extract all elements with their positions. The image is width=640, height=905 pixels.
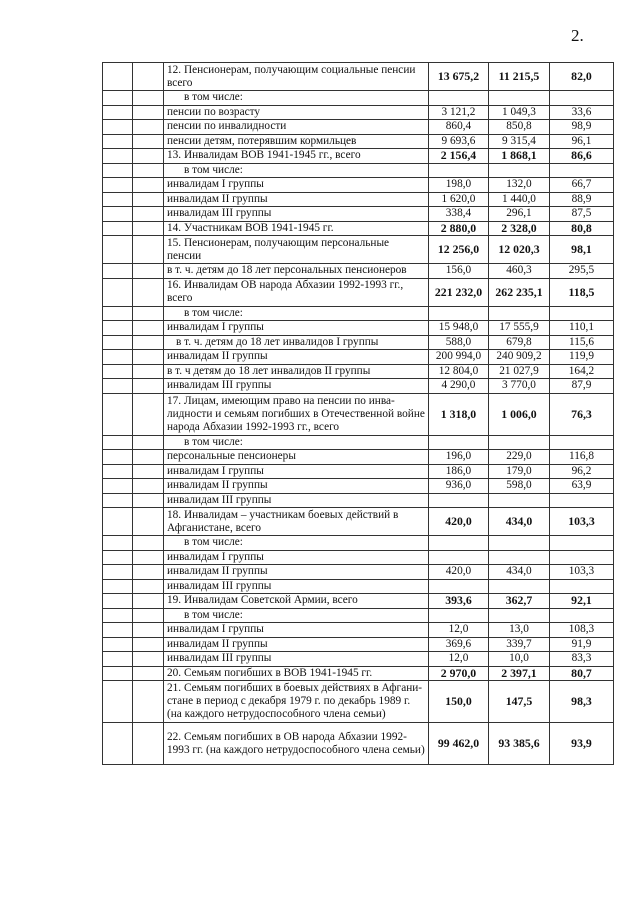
- table-row: [103, 666, 614, 681]
- row-label: инвалидам II группы: [164, 479, 429, 494]
- value-actual: [489, 493, 550, 508]
- value-actual: 13,0: [489, 623, 550, 638]
- table-row: [103, 63, 614, 91]
- value-percent: [550, 435, 614, 450]
- value-percent: 88,9: [550, 192, 614, 207]
- empty-cell: [133, 264, 164, 279]
- empty-cell: [133, 321, 164, 336]
- value-plan: [429, 435, 489, 450]
- value-actual: [489, 435, 550, 450]
- value-actual: 10,0: [489, 652, 550, 667]
- empty-cell: [103, 623, 133, 638]
- empty-cell: [103, 120, 133, 135]
- empty-cell: [133, 134, 164, 149]
- table-row: [103, 105, 614, 120]
- row-label: 20. Семьям погибших в ВОВ 1941-1945 гг.: [164, 666, 429, 681]
- value-percent: 108,3: [550, 623, 614, 638]
- value-plan: 12,0: [429, 623, 489, 638]
- value-actual: 2 328,0: [489, 221, 550, 236]
- row-label: 13. Инвалидам ВОВ 1941-1945 гг., всего: [164, 149, 429, 164]
- value-plan: 9 693,6: [429, 134, 489, 149]
- empty-cell: [103, 278, 133, 306]
- table-row: [103, 350, 614, 365]
- empty-cell: [133, 335, 164, 350]
- value-actual: 179,0: [489, 464, 550, 479]
- value-plan: 12 804,0: [429, 364, 489, 379]
- value-percent: 96,2: [550, 464, 614, 479]
- empty-cell: [133, 364, 164, 379]
- value-plan: 156,0: [429, 264, 489, 279]
- value-actual: 9 315,4: [489, 134, 550, 149]
- empty-cell: [103, 608, 133, 623]
- value-actual: 460,3: [489, 264, 550, 279]
- table-row: [103, 335, 614, 350]
- value-actual: [489, 306, 550, 321]
- row-label: инвалидам III группы: [164, 207, 429, 222]
- row-label: 18. Инвалидам – участникам боевых действий в Афганистане, всего: [164, 508, 429, 536]
- empty-cell: [133, 608, 164, 623]
- table-row: [103, 306, 614, 321]
- empty-cell: [103, 479, 133, 494]
- value-percent: [550, 550, 614, 565]
- row-label: в том числе:: [164, 536, 429, 551]
- table-row: [103, 637, 614, 652]
- empty-cell: [103, 393, 133, 435]
- table-row: [103, 565, 614, 580]
- empty-cell: [133, 666, 164, 681]
- row-label: инвалидам II группы: [164, 637, 429, 652]
- value-plan: [429, 608, 489, 623]
- row-label: инвалидам III группы: [164, 379, 429, 394]
- empty-cell: [103, 321, 133, 336]
- value-plan: 420,0: [429, 508, 489, 536]
- empty-cell: [103, 264, 133, 279]
- empty-cell: [103, 350, 133, 365]
- empty-cell: [103, 91, 133, 106]
- empty-cell: [103, 594, 133, 609]
- table-row: [103, 236, 614, 264]
- value-plan: 2 880,0: [429, 221, 489, 236]
- empty-cell: [133, 723, 164, 765]
- empty-cell: [103, 435, 133, 450]
- value-actual: 17 555,9: [489, 321, 550, 336]
- value-percent: 295,5: [550, 264, 614, 279]
- empty-cell: [133, 435, 164, 450]
- row-label: инвалидам III группы: [164, 579, 429, 594]
- empty-cell: [103, 637, 133, 652]
- empty-cell: [133, 236, 164, 264]
- value-percent: 115,6: [550, 335, 614, 350]
- table-row: [103, 192, 614, 207]
- row-label: инвалидам II группы: [164, 350, 429, 365]
- value-plan: 420,0: [429, 565, 489, 580]
- table-row: [103, 364, 614, 379]
- empty-cell: [133, 550, 164, 565]
- table-row: [103, 435, 614, 450]
- table-row: [103, 464, 614, 479]
- empty-cell: [103, 149, 133, 164]
- empty-cell: [133, 493, 164, 508]
- value-actual: 2 397,1: [489, 666, 550, 681]
- row-label: 15. Пенсионерам, получающим персональные пенсии: [164, 236, 429, 264]
- table-row: [103, 178, 614, 193]
- table-row: [103, 379, 614, 394]
- value-actual: [489, 608, 550, 623]
- value-actual: 679,8: [489, 335, 550, 350]
- value-actual: [489, 579, 550, 594]
- row-label: пенсии детям, потерявшим кормильцев: [164, 134, 429, 149]
- value-percent: [550, 91, 614, 106]
- table-row: [103, 207, 614, 222]
- value-plan: 393,6: [429, 594, 489, 609]
- value-actual: 850,8: [489, 120, 550, 135]
- value-actual: 339,7: [489, 637, 550, 652]
- value-percent: [550, 536, 614, 551]
- value-percent: [550, 608, 614, 623]
- empty-cell: [103, 550, 133, 565]
- value-actual: [489, 91, 550, 106]
- empty-cell: [133, 163, 164, 178]
- value-actual: 11 215,5: [489, 63, 550, 91]
- table-row: [103, 134, 614, 149]
- value-plan: 860,4: [429, 120, 489, 135]
- value-plan: 588,0: [429, 335, 489, 350]
- value-percent: 98,9: [550, 120, 614, 135]
- empty-cell: [133, 207, 164, 222]
- table-row: [103, 450, 614, 465]
- row-label: инвалидам III группы: [164, 652, 429, 667]
- value-plan: [429, 306, 489, 321]
- value-percent: 96,1: [550, 134, 614, 149]
- value-percent: 86,6: [550, 149, 614, 164]
- row-label: в том числе:: [164, 608, 429, 623]
- value-plan: 186,0: [429, 464, 489, 479]
- value-plan: 3 121,2: [429, 105, 489, 120]
- value-actual: 147,5: [489, 681, 550, 723]
- value-percent: 92,1: [550, 594, 614, 609]
- row-label: в т. ч. детям до 18 лет инвалидов I группы: [164, 335, 429, 350]
- value-actual: 12 020,3: [489, 236, 550, 264]
- value-actual: 132,0: [489, 178, 550, 193]
- table-row: [103, 479, 614, 494]
- value-plan: 196,0: [429, 450, 489, 465]
- value-percent: [550, 163, 614, 178]
- value-actual: 1 006,0: [489, 393, 550, 435]
- value-plan: 150,0: [429, 681, 489, 723]
- table-row: [103, 163, 614, 178]
- value-plan: 2 970,0: [429, 666, 489, 681]
- table-row: [103, 120, 614, 135]
- empty-cell: [103, 306, 133, 321]
- empty-cell: [133, 623, 164, 638]
- value-plan: 1 620,0: [429, 192, 489, 207]
- table-row: [103, 493, 614, 508]
- value-actual: [489, 163, 550, 178]
- table-row: [103, 652, 614, 667]
- table-row: [103, 278, 614, 306]
- row-label: 12. Пенсионерам, получающим социальные пенсии всего: [164, 63, 429, 91]
- value-actual: [489, 550, 550, 565]
- value-plan: [429, 550, 489, 565]
- row-label: инвалидам I группы: [164, 178, 429, 193]
- table-row: [103, 264, 614, 279]
- value-actual: 434,0: [489, 508, 550, 536]
- value-percent: 119,9: [550, 350, 614, 365]
- value-actual: 598,0: [489, 479, 550, 494]
- value-actual: 262 235,1: [489, 278, 550, 306]
- value-percent: 63,9: [550, 479, 614, 494]
- value-actual: 229,0: [489, 450, 550, 465]
- value-plan: 200 994,0: [429, 350, 489, 365]
- value-percent: 33,6: [550, 105, 614, 120]
- value-plan: 221 232,0: [429, 278, 489, 306]
- table-row: [103, 550, 614, 565]
- empty-cell: [133, 350, 164, 365]
- value-percent: 87,5: [550, 207, 614, 222]
- empty-cell: [133, 464, 164, 479]
- empty-cell: [133, 91, 164, 106]
- row-label: инвалидам II группы: [164, 192, 429, 207]
- empty-cell: [133, 508, 164, 536]
- value-plan: [429, 493, 489, 508]
- row-label: в том числе:: [164, 306, 429, 321]
- empty-cell: [103, 335, 133, 350]
- value-plan: 99 462,0: [429, 723, 489, 765]
- row-label: в т. ч детям до 18 лет инвалидов II группы: [164, 364, 429, 379]
- table-row: [103, 623, 614, 638]
- value-percent: 116,8: [550, 450, 614, 465]
- empty-cell: [133, 565, 164, 580]
- empty-cell: [103, 536, 133, 551]
- empty-cell: [103, 464, 133, 479]
- value-percent: 80,7: [550, 666, 614, 681]
- row-label: инвалидам III группы: [164, 493, 429, 508]
- value-percent: 164,2: [550, 364, 614, 379]
- empty-cell: [133, 450, 164, 465]
- value-percent: 93,9: [550, 723, 614, 765]
- value-plan: 198,0: [429, 178, 489, 193]
- row-label: инвалидам I группы: [164, 321, 429, 336]
- value-percent: 98,3: [550, 681, 614, 723]
- empty-cell: [103, 163, 133, 178]
- empty-cell: [133, 306, 164, 321]
- empty-cell: [133, 192, 164, 207]
- value-percent: [550, 493, 614, 508]
- value-plan: [429, 536, 489, 551]
- row-label: инвалидам I группы: [164, 550, 429, 565]
- empty-cell: [103, 236, 133, 264]
- empty-cell: [133, 105, 164, 120]
- value-percent: 98,1: [550, 236, 614, 264]
- value-percent: [550, 579, 614, 594]
- value-plan: 12 256,0: [429, 236, 489, 264]
- empty-cell: [103, 192, 133, 207]
- value-plan: 13 675,2: [429, 63, 489, 91]
- table-row: [103, 221, 614, 236]
- value-plan: 4 290,0: [429, 379, 489, 394]
- value-actual: 240 909,2: [489, 350, 550, 365]
- value-plan: 936,0: [429, 479, 489, 494]
- empty-cell: [133, 536, 164, 551]
- table-row: [103, 149, 614, 164]
- row-label: инвалидам II группы: [164, 565, 429, 580]
- empty-cell: [103, 105, 133, 120]
- value-plan: 12,0: [429, 652, 489, 667]
- value-actual: 93 385,6: [489, 723, 550, 765]
- value-percent: 110,1: [550, 321, 614, 336]
- value-plan: [429, 163, 489, 178]
- row-label: 22. Семьям погибших в ОВ народа Абхазии 1992-1993 гг. (на каждого нетрудоспособного члена семьи): [164, 723, 429, 765]
- value-percent: 87,9: [550, 379, 614, 394]
- table-row: [103, 681, 614, 723]
- value-plan: 338,4: [429, 207, 489, 222]
- row-label: инвалидам I группы: [164, 464, 429, 479]
- value-plan: 1 318,0: [429, 393, 489, 435]
- value-actual: 434,0: [489, 565, 550, 580]
- empty-cell: [103, 450, 133, 465]
- empty-cell: [103, 207, 133, 222]
- value-percent: [550, 306, 614, 321]
- row-label: 17. Лицам, имеющим право на пенсии по инва-лидности и семьям погибших в Отечественной войне народа Абхазии 1992-1993 гг., всего: [164, 393, 429, 435]
- empty-cell: [133, 681, 164, 723]
- value-percent: 118,5: [550, 278, 614, 306]
- table-row: [103, 536, 614, 551]
- value-actual: 3 770,0: [489, 379, 550, 394]
- empty-cell: [103, 134, 133, 149]
- empty-cell: [133, 637, 164, 652]
- value-percent: 66,7: [550, 178, 614, 193]
- empty-cell: [103, 493, 133, 508]
- table-row: [103, 321, 614, 336]
- empty-cell: [133, 479, 164, 494]
- empty-cell: [103, 652, 133, 667]
- empty-cell: [103, 63, 133, 91]
- row-label: инвалидам I группы: [164, 623, 429, 638]
- empty-cell: [133, 178, 164, 193]
- row-label: 21. Семьям погибших в боевых действиях в Афгани-стане в период с декабря 1979 г. по декабрь 1989 г. (на каждого нетрудоспособного члена семьи): [164, 681, 429, 723]
- pension-table: [102, 62, 614, 765]
- table-row: [103, 723, 614, 765]
- empty-cell: [133, 579, 164, 594]
- value-percent: 80,8: [550, 221, 614, 236]
- empty-cell: [133, 120, 164, 135]
- value-actual: 362,7: [489, 594, 550, 609]
- empty-cell: [103, 178, 133, 193]
- table-row: [103, 508, 614, 536]
- table-row: [103, 579, 614, 594]
- row-label: в т. ч. детям до 18 лет персональных пенсионеров: [164, 264, 429, 279]
- page-number: 2.: [571, 26, 584, 45]
- row-label: персональные пенсионеры: [164, 450, 429, 465]
- row-label: в том числе:: [164, 163, 429, 178]
- value-actual: 296,1: [489, 207, 550, 222]
- table-row: [103, 91, 614, 106]
- value-plan: [429, 579, 489, 594]
- empty-cell: [133, 379, 164, 394]
- empty-cell: [133, 221, 164, 236]
- value-percent: 103,3: [550, 565, 614, 580]
- empty-cell: [103, 681, 133, 723]
- row-label: 14. Участникам ВОВ 1941-1945 гг.: [164, 221, 429, 236]
- value-plan: 369,6: [429, 637, 489, 652]
- empty-cell: [103, 565, 133, 580]
- value-percent: 103,3: [550, 508, 614, 536]
- empty-cell: [103, 508, 133, 536]
- value-percent: 76,3: [550, 393, 614, 435]
- value-actual: 1 868,1: [489, 149, 550, 164]
- value-percent: 82,0: [550, 63, 614, 91]
- empty-cell: [133, 278, 164, 306]
- row-label: 16. Инвалидам ОВ народа Абхазии 1992-1993 гг., всего: [164, 278, 429, 306]
- table-row: [103, 594, 614, 609]
- row-label: пенсии по возрасту: [164, 105, 429, 120]
- empty-cell: [103, 666, 133, 681]
- empty-cell: [133, 393, 164, 435]
- row-label: пенсии по инвалидности: [164, 120, 429, 135]
- empty-cell: [103, 221, 133, 236]
- table-body: [103, 63, 614, 765]
- empty-cell: [103, 364, 133, 379]
- empty-cell: [133, 63, 164, 91]
- value-actual: 21 027,9: [489, 364, 550, 379]
- empty-cell: [133, 652, 164, 667]
- value-actual: 1 049,3: [489, 105, 550, 120]
- row-label: в том числе:: [164, 435, 429, 450]
- value-plan: [429, 91, 489, 106]
- value-percent: 91,9: [550, 637, 614, 652]
- empty-cell: [103, 579, 133, 594]
- value-percent: 83,3: [550, 652, 614, 667]
- value-plan: 2 156,4: [429, 149, 489, 164]
- table-row: [103, 393, 614, 435]
- empty-cell: [133, 149, 164, 164]
- empty-cell: [103, 379, 133, 394]
- empty-cell: [103, 723, 133, 765]
- empty-cell: [133, 594, 164, 609]
- value-actual: [489, 536, 550, 551]
- row-label: в том числе:: [164, 91, 429, 106]
- value-actual: 1 440,0: [489, 192, 550, 207]
- row-label: 19. Инвалидам Советской Армии, всего: [164, 594, 429, 609]
- value-plan: 15 948,0: [429, 321, 489, 336]
- table-row: [103, 608, 614, 623]
